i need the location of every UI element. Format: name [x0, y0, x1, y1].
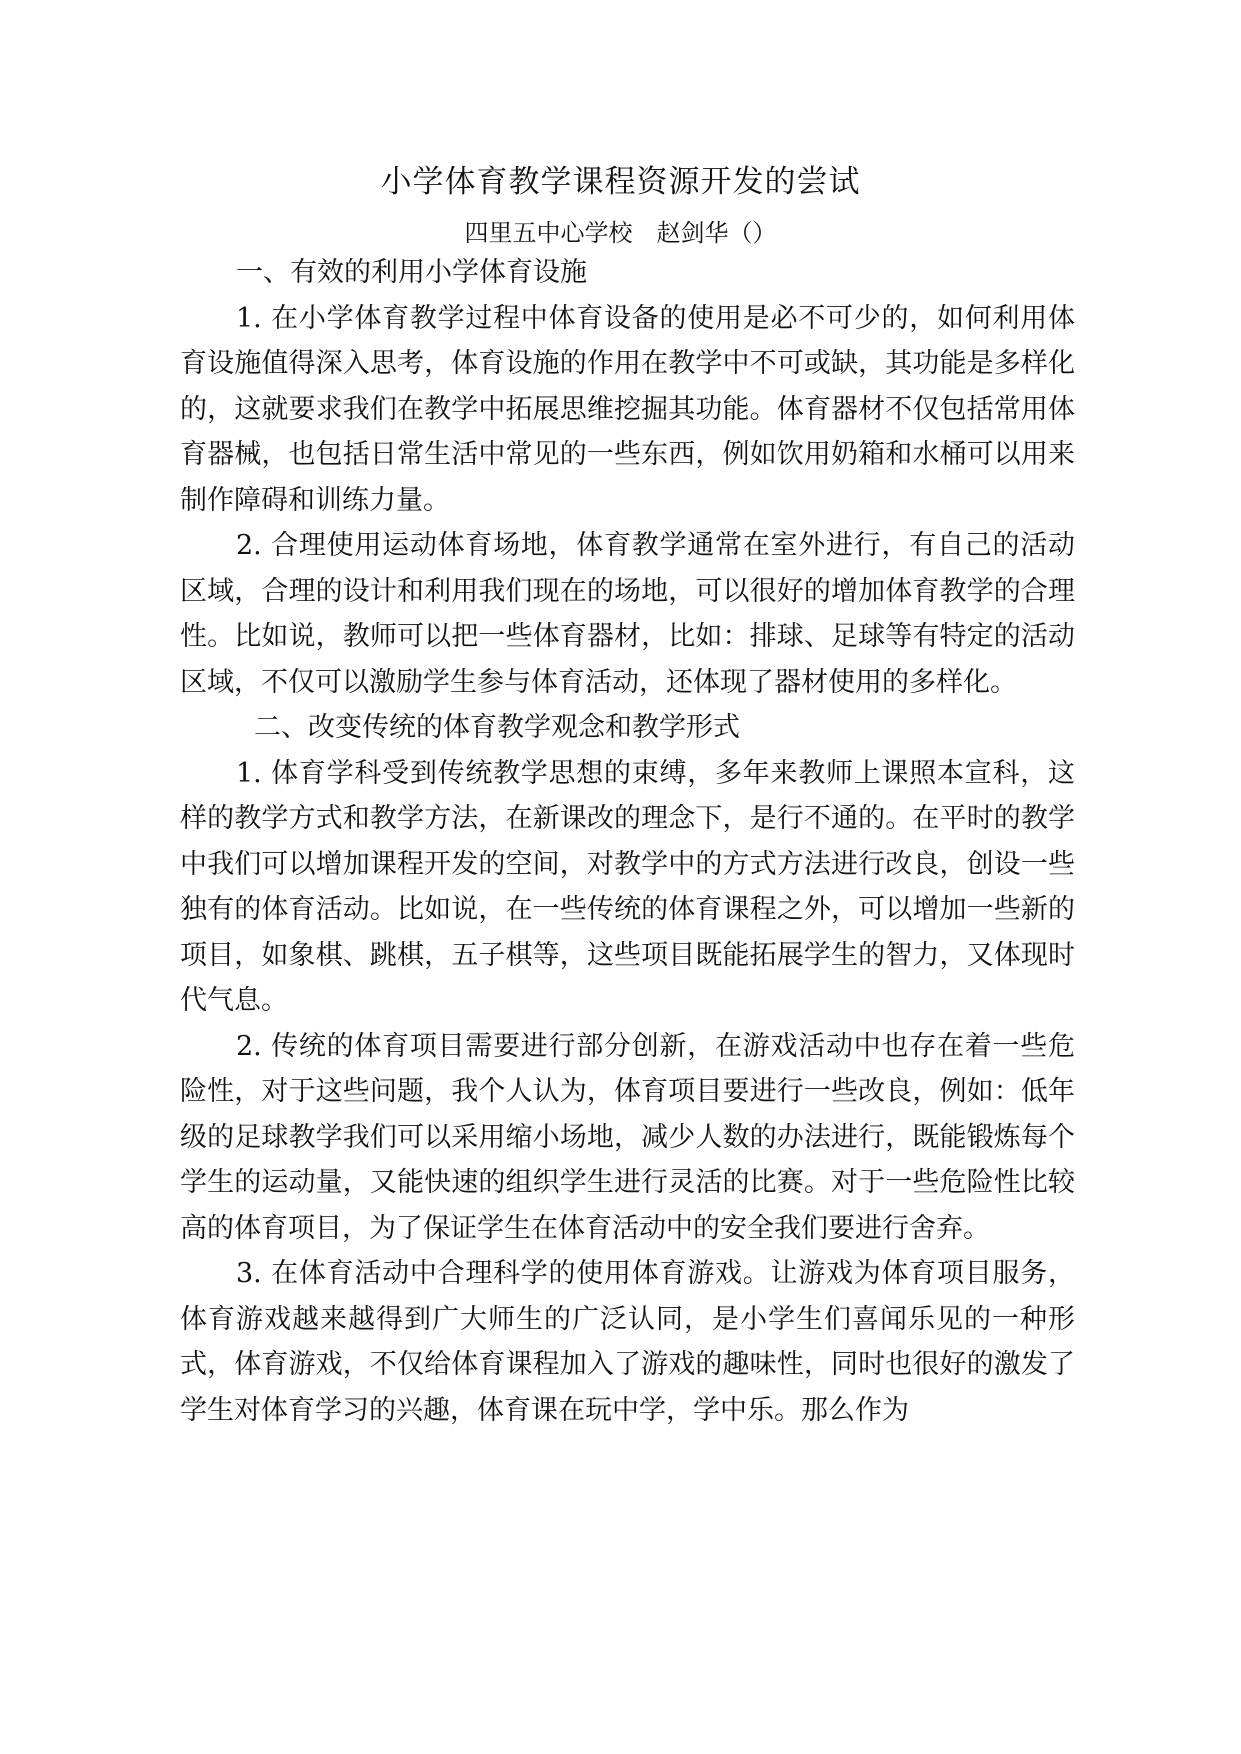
paragraph-1-2: 2. 合理使用运动体育场地，体育教学通常在室外进行，有自己的活动区域，合理的设计和利用我们现在的场地，可以很好的增加体育教学的合理性。比如说，教师可以把一些体育器材，比如：排球、足球等有特定的活动区域，不仅可以激励学生参与体育活动，还体现了器材使用的多样化。 — [180, 530, 1075, 698]
section-heading-2: 二、改变传统的体育教学观念和教学形式 — [254, 712, 740, 743]
author-name: 赵剑华（） — [656, 219, 777, 247]
paragraph-2-2: 2. 传统的体育项目需要进行部分创新，在游戏活动中也存在着一些危险性，对于这些问题，我个人认为，体育项目要进行一些改良，例如：低年级的足球教学我们可以采用缩小场地，减少人数的办法进行，既能锻炼每个学生的运动量，又能快速的组织学生进行灵活的比赛。对于一些危险性比较高的体育项目，为了保证学生在体育活动中的安全我们要进行舍弃。 — [180, 1030, 1075, 1244]
section-heading-1: 一、有效的利用小学体育设施 — [236, 257, 587, 288]
paragraph-2-3: 3. 在体育活动中合理科学的使用体育游戏。让游戏为体育项目服务，体育游戏越来越得到广大师生的广泛认同，是小学生们喜闻乐见的一种形式，体育游戏，不仅给体育课程加入了游戏的趣味性，同时也很好的激发了学生对体育学习的兴趣，体育课在玩中学，学中乐。那么作为 — [180, 1258, 1075, 1426]
paragraph-2-1: 1. 体育学科受到传统教学思想的束缚，多年来教师上课照本宣科，这样的教学方式和教学方法，在新课改的理念下，是行不通的。在平时的教学中我们可以增加课程开发的空间，对教学中的方式方法进行改良，创设一些独有的体育活动。比如说，在一些传统的体育课程之外，可以增加一些新的项目，如象棋、跳棋，五子棋等，这些项目既能拓展学生的智力，又体现时代气息。 — [180, 757, 1075, 1016]
byline — [0, 216, 1241, 250]
document-title: 小学体育教学课程资源开发的尝试 — [380, 164, 861, 200]
document-body — [180, 250, 1075, 1433]
school-name: 四里五中心学校 — [464, 219, 633, 247]
paragraph-1-1: 1. 在小学体育教学过程中体育设备的使用是必不可少的，如何利用体育设施值得深入思考，体育设施的作用在教学中不可或缺，其功能是多样化的，这就要求我们在教学中拓展思维挖掘其功能。体育器材不仅包括常用体育器械，也包括日常生活中常见的一些东西，例如饮用奶箱和水桶可以用来制作障碍和训练力量。 — [180, 302, 1075, 516]
